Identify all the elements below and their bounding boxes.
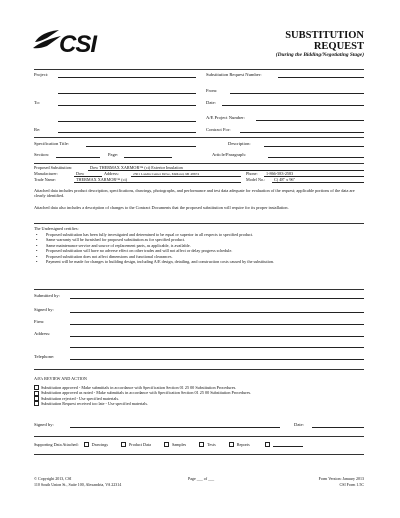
attached-paragraph-2: Attached data also includes a description of changes to the Contract Documents that the proposed substitution will require for its proper installation. [34, 205, 289, 210]
signed-by-field[interactable] [70, 312, 364, 313]
address-value[interactable]: 2301 Landin Center Drive, Midland, MI 48674 [133, 171, 200, 176]
review-option-checkbox[interactable] [34, 401, 39, 406]
review-option [34, 401, 364, 406]
samples-label: Samples [171, 442, 187, 447]
project-field[interactable] [58, 77, 196, 78]
product-data-label: Product Data [128, 442, 151, 447]
footer-copyright: © Copyright 2013, CSI [34, 476, 72, 481]
reports-checkbox[interactable] [229, 442, 234, 447]
contract-for-field[interactable] [240, 132, 364, 133]
section-divider-5 [34, 369, 364, 370]
section-label: Section: [34, 152, 50, 157]
spec-title-field[interactable] [86, 146, 196, 147]
section-divider-6 [34, 436, 364, 437]
telephone-label: Telephone: [34, 354, 55, 359]
certify-item: • Same maintenance service and source of replacement parts, as applicable, is available. [34, 243, 364, 248]
supporting-label: Supporting Data Attached: [34, 442, 79, 447]
section-divider-7 [34, 454, 364, 455]
review-option-label: Substitution approved as noted - Make submittals in accordance with Specification Section 01 25 00 Substitution Procedures. [41, 390, 252, 396]
re-label: Re: [34, 127, 41, 132]
form-title [276, 30, 364, 58]
samples-checkbox[interactable] [164, 442, 169, 447]
phone-label: Phone: [246, 171, 258, 176]
model-value[interactable]: C( 48" x 96" [274, 177, 296, 182]
header-divider [34, 69, 364, 70]
certify-item: • Proposed substitution does not affect dimensions and functional clearances. [34, 254, 364, 259]
description-field[interactable] [264, 146, 364, 147]
other-field[interactable] [273, 442, 303, 447]
review-options [34, 385, 364, 407]
firm-field[interactable] [70, 324, 364, 325]
tests-label: Tests [207, 442, 216, 447]
proposed-line [88, 170, 364, 171]
certifies-intro: The Undersigned certifies: [34, 226, 79, 231]
product-data-checkbox[interactable] [121, 442, 126, 447]
request-number-label: Substitution Request Number: [206, 72, 262, 77]
telephone-field[interactable] [70, 359, 364, 360]
certify-item: • Proposed substitution will have no adverse effect on other trades and will not affect or delay progress schedule. [34, 248, 364, 253]
to-label: To: [34, 100, 41, 105]
title-line-2: REQUEST [313, 41, 364, 52]
tests-checkbox[interactable] [199, 442, 204, 447]
review-option-checkbox[interactable] [34, 396, 39, 401]
attached-paragraph-1: Attached data includes product description, specifications, drawings, photographs, and performance and test data adequate for evaluation of the request; applicable portions of the data are clearly identified. [34, 188, 355, 199]
review-title: A/E's REVIEW AND ACTION [34, 376, 87, 381]
address-line [131, 176, 241, 177]
article-field[interactable] [268, 157, 364, 158]
other-checkbox[interactable] [265, 442, 270, 447]
section-divider-2 [34, 163, 364, 164]
trade-name-label: Trade Name: [34, 177, 56, 182]
footer-address: 110 South Union St., Suite 100, Alexandria, VA 22314 [34, 482, 122, 487]
proposed-label: Proposed Substitution: [34, 165, 73, 170]
section-divider-1 [34, 137, 364, 138]
certify-item: • Payment will be made for changes to building design, including A/E design, detailing, and construction costs caused by the substitution. [34, 259, 364, 264]
manufacturer-label: Manufacturer: [34, 171, 58, 176]
trade-name-value[interactable]: THERMAX XARMOR™ (ci) [76, 177, 128, 182]
article-label: Article/Paragraph: [212, 152, 246, 157]
title-line-1: SUBSTITUTION [285, 30, 364, 41]
date-field[interactable] [222, 105, 364, 106]
phone-value[interactable]: 1-866-583-2583 [266, 171, 294, 176]
csi-logo [33, 28, 101, 58]
address-submitter-field-2[interactable] [70, 347, 364, 348]
certifies-list [34, 232, 364, 264]
certify-item: • Same warranty will be furnished for proposed substitution as for specified product. [34, 237, 364, 242]
review-option-label: Substitution approved - Make submittals in accordance with Specification Section 01 25 00 Substitution Procedures. [41, 385, 237, 390]
supporting-data-row [34, 442, 303, 447]
from-field[interactable] [230, 93, 364, 94]
to-field[interactable] [58, 105, 196, 106]
address-submitter-label: Address: [34, 331, 51, 336]
drawings-checkbox[interactable] [84, 442, 89, 447]
review-option-checkbox[interactable] [34, 385, 39, 390]
model-line [272, 182, 364, 183]
review-option-label: Substitution rejected - Use specified materials. [41, 395, 120, 401]
trade-name-line [74, 182, 241, 183]
review-option-label: Substitution Request received too late - Use specified materials. [41, 401, 149, 407]
request-number-field[interactable] [278, 77, 364, 78]
re-field[interactable] [58, 132, 196, 133]
date-label: Date: [206, 100, 216, 105]
footer-form-version: Form Version: January 2013 [318, 476, 364, 481]
section-field[interactable] [56, 157, 100, 158]
review-date-label: Date: [294, 422, 304, 427]
spec-title-label: Specification Title: [34, 141, 70, 146]
title-subtitle: (During the Bidding/Negotiating Stage) [275, 52, 364, 58]
project-field-line-2[interactable] [58, 93, 196, 94]
page-label: Page: [108, 152, 119, 157]
ae-project-number-label: A/E Project Number: [206, 115, 246, 120]
review-option-checkbox[interactable] [34, 391, 39, 396]
certify-item: • Proposed substitution has been fully investigated and determined to be equal or superior in all respects to specified product. [34, 232, 364, 237]
address-submitter-field[interactable] [70, 336, 364, 337]
section-divider-4 [34, 289, 364, 290]
review-signed-by-label: Signed by: [34, 422, 54, 427]
address-label: Address: [104, 171, 119, 176]
page-field[interactable] [124, 157, 172, 158]
from-label: From: [206, 88, 218, 93]
section-divider-3 [34, 223, 364, 224]
model-label: Model No.: [246, 177, 266, 182]
reports-label: Reports [236, 442, 250, 447]
description-label: Description: [228, 141, 251, 146]
project-label: Project: [34, 72, 49, 77]
review-signed-by-field[interactable] [70, 427, 280, 428]
submitted-by-label: Submitted by: [34, 293, 60, 298]
proposed-value[interactable]: Dow THERMAX XARMOR™ (ci) Exterior Insulation [90, 165, 183, 170]
logo-text: CSI [59, 31, 97, 58]
footer-page-of: Page ___ of ___ [188, 476, 215, 481]
contract-for-label: Contract For: [206, 127, 231, 132]
drawings-label: Drawings [91, 442, 108, 447]
firm-label: Firm: [34, 319, 45, 324]
ae-project-number-field[interactable] [256, 120, 364, 121]
review-date-field[interactable] [312, 427, 364, 428]
to-field-line-2[interactable] [58, 121, 196, 122]
footer-form-number: CSI Form 1.5C [339, 482, 364, 487]
manufacturer-value[interactable]: Dow [76, 171, 85, 176]
submitted-by-field[interactable] [70, 298, 364, 299]
signed-by-label: Signed by: [34, 307, 54, 312]
